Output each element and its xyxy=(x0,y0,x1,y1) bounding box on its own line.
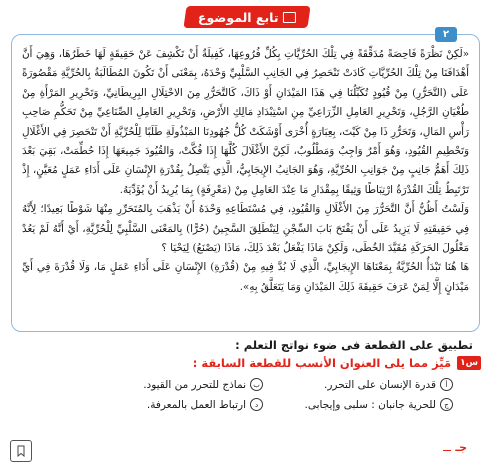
answer-key: جـ xyxy=(455,441,467,454)
banner-title: تابع الموضوع xyxy=(198,9,279,25)
question-row xyxy=(193,356,481,370)
option-label: قدرة الإنسان على التحرر. xyxy=(324,378,436,391)
passage-text xyxy=(22,45,469,297)
option-label: للحرية جانبان : سلبى وإيجابى. xyxy=(304,398,436,411)
passage-number: ٢ xyxy=(435,27,457,42)
section-heading: تطبيق على القطعة فى ضوء نواتج التعلم : xyxy=(235,338,473,352)
option-marker: أ xyxy=(440,378,453,391)
topic-banner xyxy=(183,6,310,28)
question-text: مَيِّز مما يلى العنوان الأنسب للقطعة السابقة : xyxy=(192,356,452,370)
option-marker: ج xyxy=(440,398,453,411)
bookmark-icon[interactable] xyxy=(10,440,32,462)
book-icon xyxy=(283,12,296,23)
bookmark-glyph xyxy=(15,445,27,457)
option-label: نماذج للتحرر من القيود. xyxy=(143,378,246,391)
option-marker: ب xyxy=(250,378,263,391)
option-label: ارتباط العمل بالمعرفة. xyxy=(146,398,246,411)
option-c[interactable] xyxy=(273,398,453,411)
answer-options xyxy=(83,378,453,411)
option-a[interactable] xyxy=(273,378,453,391)
option-d[interactable] xyxy=(83,398,263,411)
passage-paragraph: هَا هُنَا تَبْدَأُ الحُرِّيَّةُ بِمَعْنَاهَا الإِيجَابِيِّ، الَّذِي لَا بُدَّ فِيهِ مِنْ (قُدْرَةِ) الإِنْسَانِ عَلَى أَدَاءِ عَمَلٍ مَا، وَلَا قُدْرَةَ فِي أَيِّ مَيْدَانٍ إِلَّا لِمَنْ عَرَفَ حَقِيقَةَ ذَلِكَ المَيْدَانِ وَمَا يَتَعَلَّقُ بِهِ». xyxy=(22,261,469,293)
question-number: س١ xyxy=(457,356,481,370)
passage-panel xyxy=(11,29,480,332)
passage-paragraph: وَلَسْتُ أَظُنُّ أَنَّ التَّحَرُّرَ مِنَ الأَغْلَالِ وَالقُيُودِ، فِي مُسْتَطَاعِهِ وَحْدَهُ أَنْ يَذْهَبَ بِالمُتَحَرِّرِ مِنْهَا شَوْطًا بَعِيدًا؛ لِأَنَّهُ فِي حَقِيقَتِهِ لَا يَزِيدُ عَلَى أَنْ يَفْتَحَ بَابَ السِّجْنِ لِيَنْطَلِقَ السَّجِينُ (حُرًّا) بِالمَعْنَى السَّلْبِيِّ لِلْحُرِّيَّةِ، أَيْ أَنَّهُ لَمْ يَعُدْ مَغْلُولَ الحَرَكَةِ مُقَيَّدَ الخُطَى، وَلَكِنْ مَاذَا يَفْعَلُ بَعْدَ ذَلِكَ، مَاذَا (يَصْنَعُ) لِيَحْيَا ؟ xyxy=(22,203,469,255)
option-b[interactable] xyxy=(83,378,263,391)
passage-paragraph: «لَكِنْ نَظْرَةً فَاحِصَةً مُدَقِّقَةً فِي تِلْكَ الحُرِّيَّاتِ بِكُلِّ فُرُوعِهَا، كَفِيلَةٌ أَنْ تَكْشِفَ عَنْ حَقِيقَةٍ لَهَا خَطَرُهَا، وَهِيَ أَنَّ أَهْدَافَنَا مِنْ تِلْكَ الحُرِّيَّاتِ كَادَتْ تَنْحَصِرُ فِي الجَانِبِ السَّلْبِيِّ وَحْدَهُ، بِمَعْنَى أَنْ تَكُونَ المُطَالَبَةُ بِالحُرِّيَّةِ مَقْصُورَةً عَلَى (التَّحَرُّرِ) مِنْ قُيُودٍ تُكَبِّلُنَا فِي هَذَا المَيْدَانِ أَوْ ذَاكَ، كَالتَّحَرُّرِ مِنَ الاحْتِلَالِ البِرِيطَانِيِّ، وَتَحْرِيرِ المَرْأَةِ مِنْ طُغْيَانِ الرَّجُلِ، وَتَحْرِيرِ العَامِلِ الزِّرَاعِيِّ مِنِ اسْتِبْدَادِ مَالِكِ الأَرْضِ، وَتَحْرِيرِ العَامِلِ الصِّنَاعِيِّ مِنْ تَحَكُّمِ صَاحِبِ رَأْسِ المَالِ، وَتَحَرُّرِ ذَا مِنْ كَيْتَ، بِعِبَارَةٍ أُخْرَى أَوْشَكَتْ كُلُّ جُهُودِنَا المَبْذُولَةِ طَلَبًا لِلْحُرِّيَّةِ أَنْ تَنْحَصِرَ فِي الأَغْلَالِ وَتَحْطِيمِ القُيُودِ، وَهُوَ أَمْرٌ وَاجِبٌ وَمَطْلُوبٌ، لَكِنَّ الأَغْلَالَ كُلَّهَا إِذَا فُكَّتْ، وَالقُيُودَ جَمِيعَهَا إِذَا حُطِّمَتْ، بَقِيَ بَعْدَ ذَلِكَ أَهَمُّ جَانِبٍ مِنْ جَوَانِبِ الحُرِّيَّةِ، وَهُوَ الجَانِبُ الإِيجَابِيُّ، الَّذِي يَتَّصِلُ بِقُدْرَةِ الإِنْسَانِ عَلَى أَدَاءِ عَمَلٍ مُعَيَّنٍ، إِذْ تَرْتَبِطُ تِلْكَ القُدْرَةُ ارْتِبَاطًا وَثِيقًا بِمِقْدَارِ مَا عِنْدَ العَامِلِ مِنْ (مَعْرِفَةٍ) بِمَا يُرِيدُ أَنْ يُؤَدِّيَهُ. xyxy=(22,48,469,196)
option-marker: د xyxy=(250,398,263,411)
answer-underline xyxy=(443,450,451,451)
